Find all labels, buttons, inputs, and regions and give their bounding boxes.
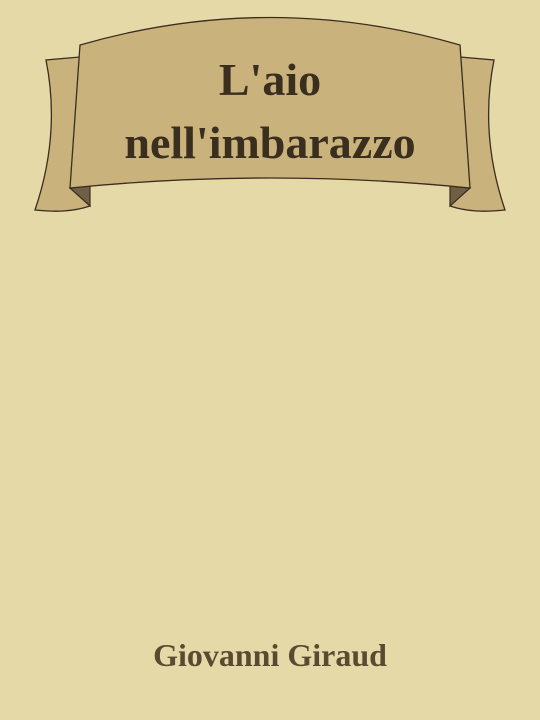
book-title-line-2: nell'imbarazzo — [124, 117, 416, 168]
book-title-line-1: L'aio — [218, 54, 322, 105]
title-banner — [0, 0, 540, 230]
book-author: Giovanni Giraud — [153, 637, 387, 673]
